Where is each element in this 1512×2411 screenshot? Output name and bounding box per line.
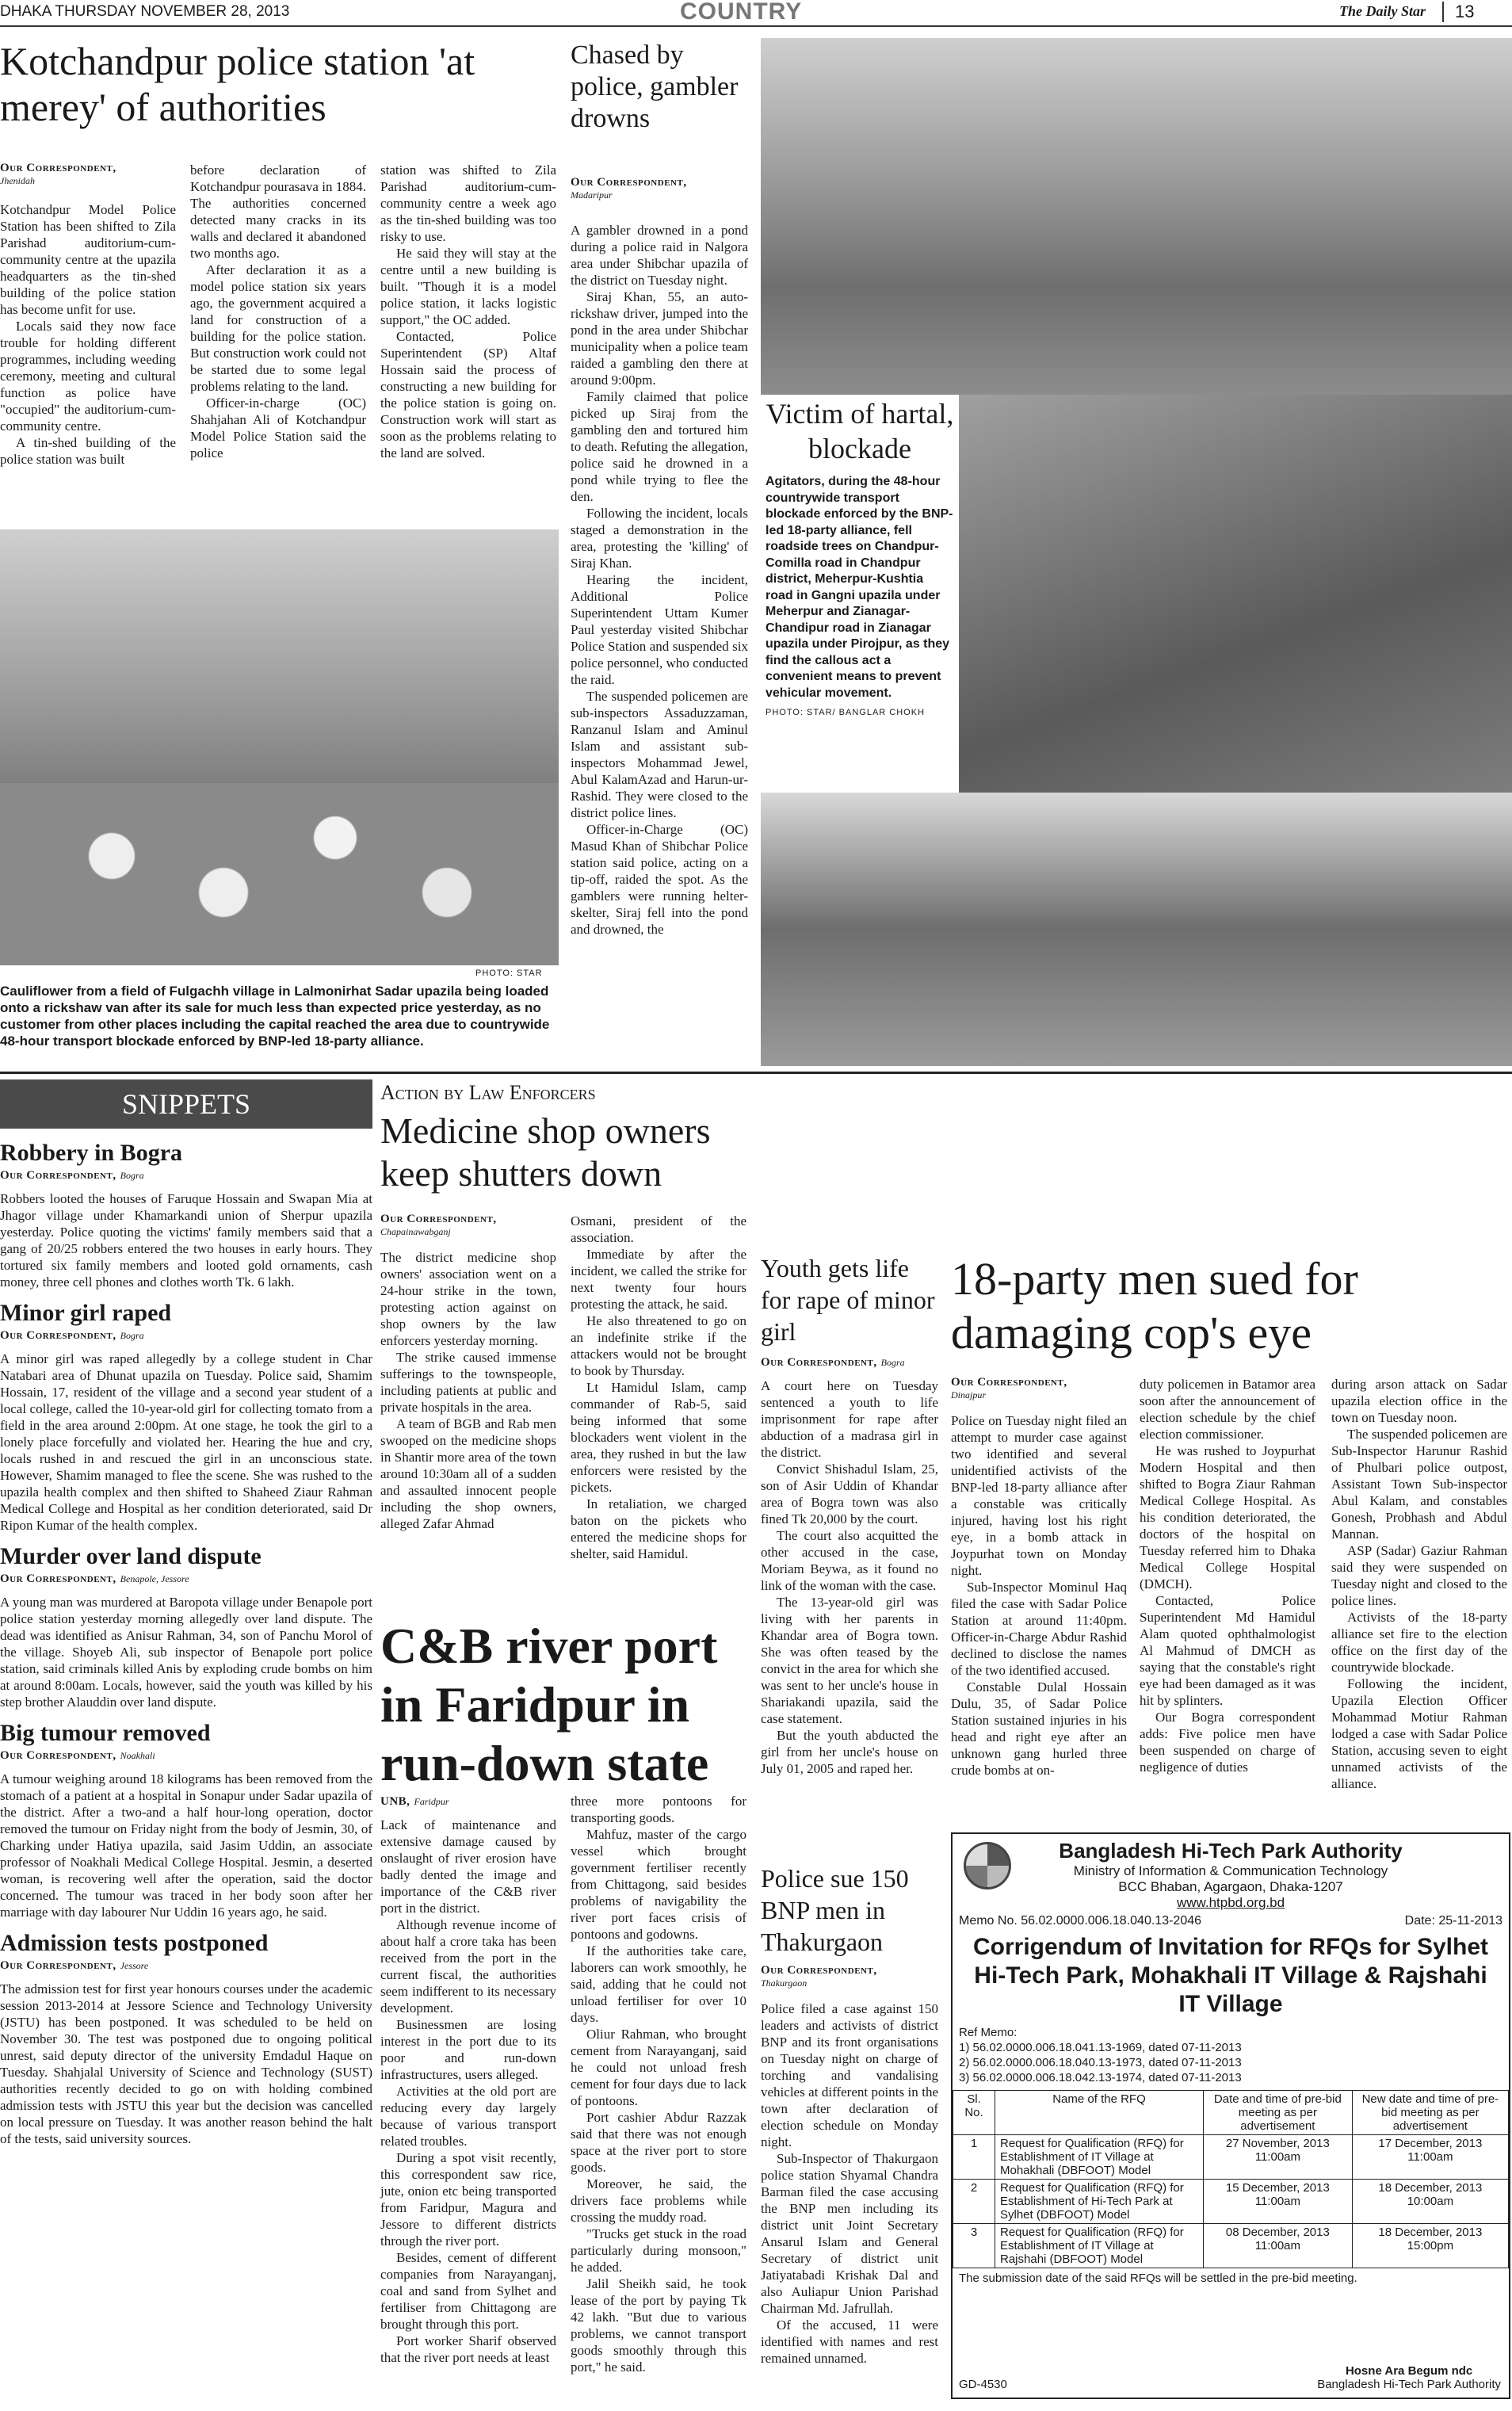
cop-col3: during arson attack on Sadar upazila election office in the town on Tuesday noon. The suspended policemen are Sub-Inspector Harunur Rashid of Phulbari police outpost, Assistant Town Sub-inspector Abul Kalam, and constables Gonesh, Probhash and Abdul Mannan. ASP (Sadar) Gaziur Rahman said they were suspended on Tuesday night and closed to the police lines. Activists of the 18-party alliance set fire to the election office on the first day of the countrywide blockade. Following the incident, Upazila Election Officer Mohammad Motiur Rahman lodged a case with Sadar Police Station, accusing seven to eight unnamed activists of the alliance.	[1331, 1377, 1507, 1791]
hartal-photo-mid	[959, 395, 1512, 793]
snippet-tumour: Big tumour removed Our Correspondent, Noakhali A tumour weighing around 18 kilograms has been removed from the stomach of a patient at a hospital in Sonapur under Sadar upazila of the district. After a two-and a half hour-long operation, doctor removed the tumour on Friday night from the body of Jesmin, 30, of Charking under Hatiya upazila, said Jasim Uddin, an associate professor of Noakhali Medical College Hospital. Jesmin, a deserted woman, is recovering well after the operation, said the doctor concerned. The tumour was traced in her body soon after her marriage with day labourer Nur Uddin 16 years ago, he said.	[0, 1720, 372, 1920]
riverport-headline: C&B river port in Faridpur in run-down state	[380, 1618, 718, 1791]
hartal-photo-bottom	[761, 793, 1512, 1066]
cauliflower-pile	[0, 783, 559, 965]
advert-title: Corrigendum of Invitation for RFQs for Sylhet Hi-Tech Park, Mohakhali IT Village & Rajshahi IT Village	[972, 1934, 1488, 2017]
page-header	[0, 0, 1512, 27]
byline: Our Correspondent,	[0, 162, 116, 174]
snippets-banner: SNIPPETS	[0, 1079, 372, 1129]
youth-body: Our Correspondent, Bogra A court here on Tuesday sentenced a youth to life imprisonment for rape after abduction of a madrasa girl in the district. Convict Shishadul Islam, 25, son of Asir Uddin of Khandar area of Bogra town was also fined Tk 20,000 by the court. The court also acquitted the other accused in the case, Moriam Beywa, as it found no link of the woman with the case. The 13-year-old girl was living with her parents in Khandar area of Bogra town. She was often teased by the convict in the area for which she was sent to her uncle's house in Shariakandi upazila, said the case statement. But the youth abducted the girl from her uncle's house on July 01, 2005 and raped her.	[761, 1356, 938, 1776]
snippet-title: Admission tests postponed	[0, 1930, 269, 1956]
snippet-admission: Admission tests postponed Our Correspondent, Jessore The admission test for first year honours courses under the academic session 2013-2014 at Jessore Science and Technology University (JSTU) has been postponed. It was scheduled to be held on November 30. The test was postponed due to ongoing political unrest, said deputy director of the university Emdadul Haque on Tuesday. Shahjalal University of Science and Technology (SUST) authorities recently decided to go on with holding combined admission tests with JSTU this year but the decision was cancelled on local pressure on Tuesday. It was another reason behind the halt of the tests, said university sources.	[0, 1930, 372, 2146]
htp-logo-icon	[964, 1842, 1011, 1889]
cauliflower-caption: Cauliflower from a field of Fulgachh village in Lalmonirhat Sadar upazila being loaded onto a rickshaw van after its sale for much less than expected price yesterday, as no customer from other places including the capital reached the area due to countrywide 48-hour transport blockade enforced by BNP-led 18-party alliance.	[0, 984, 550, 1049]
table-row: 3 Request for Qualification (RFQ) for Establishment of IT Village at Rajshahi (DBFOOT) Model 08 December, 2013 11:00am 18 December, 2013 15:00pm	[953, 2224, 1509, 2268]
dateline-place: Jhenidah	[0, 175, 35, 186]
kotchandpur-byline-block	[0, 162, 174, 198]
hartal-caption-panel	[761, 395, 959, 793]
photo-credit: PHOTO: STAR	[475, 969, 543, 978]
snippet-title: Minor girl raped	[0, 1300, 172, 1326]
advert-memo: Memo No. 56.02.0000.006.18.040.13-2046	[959, 1914, 1202, 1928]
snippet-title: Big tumour removed	[0, 1720, 211, 1746]
snippet-minor-girl: Minor girl raped Our Correspondent, Bogra A minor girl was raped allegedly by a college student in Char Natabari area of Dhunat upazila on Tuesday. Police said, Shamim Hossain, 17, resident of the village and a second year student of a local college, called the 10-year-old girl for collecting tomato from a field in the area around 2:00pm. At one stage, he took the girl to a lonely place forcefully and violated her. Hearing the hue and cry, locals rushed in and rescued the girl in an unconscious state. However, Shamim managed to flee the scene. She was rushed to the upazila health complex and then shifted to Shaheed Ziaur Rahman Medical College and Hospital as her condition deteriorated, said Dr Ripon Kumar of the health complex.	[0, 1300, 372, 1533]
table-row: 2 Request for Qualification (RFQ) for Establishment of Hi-Tech Park at Sylhet (DBFOOT) Model 15 December, 2013 11:00am 18 December, 2013 10:00am	[953, 2180, 1509, 2224]
section-divider	[0, 1072, 1512, 1074]
dateline: DHAKA THURSDAY NOVEMBER 28, 2013	[0, 3, 290, 20]
photo-credit: PHOTO: STAR/ BANGLAR CHOKH	[766, 708, 926, 717]
rfq-table: Sl. No. Name of the RFQ Date and time of pre-bid meeting as per advertisement New date and time of pre-bid meeting as per advertisement 1 Request for Qualification (RFQ) for Establishment of IT Village at Mohakhali (DBFOOT) Model 27 November, 2013 11:00am 17 December, 2013 11:00am 2 Request for Qualification (RFQ) for Establishment of Hi-Tech Park at Sylhet (DBFOOT) Model 15 December, 2013 11:00am 18 December, 2013 10:00am 3 Request for Qualification (RFQ) for Establishment of IT Village at Rajshahi (DBFOOT) Model 08 December, 2013 11:00am 18 December, 2013 15:00pm	[953, 2090, 1509, 2268]
medicine-kicker: Action by Law Enforcers	[380, 1081, 596, 1104]
kotchandpur-col2: before declaration of Kotchandpur pourasava in 1884. The authorities concerned detected many cracks in its walls and declared it abandoned two months ago. After declaration it as a model police station six years ago, the government acquired a land for construction of a building for the police station. But construction work could not be started due to some legal problems relating to the land. Officer-in-charge (OC) Shahjahan Ali of Kotchandpur Model Police Station said the police	[190, 162, 366, 460]
dateline-place: Madaripur	[571, 189, 613, 201]
riverport-col2: three more pontoons for transporting goods. Mahfuz, master of the cargo vessel which brought government fertiliser recently from Chittagong, said besides problems of navigability the river port faces crisis of pontoons and godowns. If the authorities take care, laborers can work smoothly, he said, adding that he could not unload fertiliser for over 10 days. Oliur Rahman, who brought cement from Narayanganj, said he could not unload fresh cement for four days due to lack of pontoons. Port cashier Abdur Razzak said that there was not enough space at the river port to store goods. Moreover, he said, the drivers face problems while crossing the muddy road. "Trucks get stuck in the road particularly during monsoon," he added. Jalil Sheikh said, he took lease of the port by paying Tk 42 lakh. "But due to various problems, we cannot transport goods smoothly through this port," he said.	[571, 1794, 746, 2375]
section-title: COUNTRY	[680, 0, 803, 25]
byline: Our Correspondent,	[571, 176, 687, 189]
kotchandpur-col1: Kotchandpur Model Police Station has been shifted to Zila Parishad auditorium-cum-community centre at the upazila headquarters as the tin-shed building of the police station has become unfit for use. Locals said they now face trouble for holding different programmes, including weeding ceremony, meeting and cultural function as police have "occupied" the auditorium-cum-community centre. A tin-shed building of the police station was built	[0, 202, 176, 467]
advert-ministry: Ministry of Information & Communication Technology	[1073, 1863, 1388, 1878]
advert-signature: Hosne Ara Begum ndc Bangladesh Hi-Tech Park Authority	[1317, 2364, 1501, 2391]
medicine-col1: Our Correspondent, Chapainawabganj The district medicine shop owners' association went on a 24-hour strike in the town, protesting action against on shop owners by the law enforcers yesterday morning. The strike caused immense sufferings to the townspeople, including patients at public and private hospitals in the area. A team of BGB and Rab men swooped on the medicine shops in Shantir more area of the town around 10:30am all of a sudden and assaulted innocent people including the shop owners, alleged Zafar Ahmad	[380, 1213, 556, 1531]
advert-code: GD-4530	[959, 2378, 1007, 2391]
thakurgaon-headline: Police sue 150 BNP men in Thakurgaon	[761, 1864, 909, 1956]
riverport-col1: UNB, Faridpur Lack of maintenance and extensive damage caused by onslaught of river erosion have badly dented the image and importance of the C&B river port in the district. Although revenue income of about half a crore taka has been received from the port in the current fiscal, the authorities seem indifferent to its necessary development. Businessmen are losing interest in the port due to its poor and run-down infrastructures, users alleged. Activities at the old port are reducing every day largely because of various transport related troubles. During a spot visit recently, this correspondent saw rice, jute, onion etc being transported from Faridpur, Magura and Jessore to different districts through the river port. Besides, cement of different companies from Narayanganj, coal and sand from Sylhet and fertiliser from Chittagong are brought through this port. Port worker Sharif observed that the river port needs at least	[380, 1795, 556, 2365]
snippet-title: Robbery in Bogra	[0, 1140, 183, 1166]
hitech-park-advert	[951, 1832, 1510, 2399]
kotchandpur-headline: Kotchandpur police station 'at merey' of authorities	[0, 39, 475, 129]
advert-date: Date: 25-11-2013	[1404, 1914, 1502, 1928]
advert-org: Bangladesh Hi-Tech Park Authority	[1059, 1839, 1403, 1863]
gambler-body: A gambler drowned in a pond during a police raid in Nalgora area under Shibchar upazila of the district on Tuesday night. Siraj Khan, 55, an auto-rickshaw driver, jumped into the pond in the area under Shibchar municipality when a police team raided a gambling den there at around 9:00pm. Family claimed that police picked up Siraj from the gambling den and tortured him to death. Refuting the allegation, police said he drowned in a pond while trying to flee the den. Following the incident, locals staged a demonstration in the area, protesting the 'killing' of Siraj Khan. Hearing the incident, Additional Police Superintendent Uttam Kumer Paul yesterday visited Shibchar Police Station and suspended six police personnel, who conducted the raid. The suspended policemen are sub-inspectors Assaduzzaman, Ranzanul Islam and Aminul Islam and assistant sub-inspectors Mohammad Jewel, Abul KalamAzad and Harun-ur-Rashid. They were closed to the district police lines. Officer-in-Charge (OC) Masud Khan of Shibchar Police station said police, acting on a tip-off, raided the spot. As the gamblers were running helter-skelter, Siraj fell into the pond and drowned, the	[571, 223, 748, 937]
hartal-photo-top	[761, 38, 1512, 395]
youth-headline: Youth gets life for rape of minor girl	[761, 1254, 935, 1346]
advert-address: BCC Bhaban, Agargaon, Dhaka-1207	[1118, 1879, 1343, 1894]
gambler-headline: Chased by police, gambler drowns	[571, 40, 739, 133]
masthead-logo: The Daily Star	[1339, 3, 1426, 19]
snippet-robbery: Robbery in Bogra Our Correspondent, Bogra Robbers looted the houses of Faruque Hossain and Swapan Mia at Jhagor village under Khamarkandi union of Sherpur upazila yesterday. Police quoting the victims' family members said that a gang of 20/25 robbers entered the two houses in early hours. They tortured six family members and looted gold ornaments, cash money, three cell phones and clothes worth Tk. 6 lakh.	[0, 1140, 372, 1290]
page-number: 13	[1442, 2, 1474, 22]
medicine-headline: Medicine shop owners keep shutters down	[380, 1110, 711, 1194]
snippet-murder: Murder over land dispute Our Correspondent, Benapole, Jessore A young man was murdered at Baropota village under Benapole port police station yesterday morning allegedly over land dispute. The dead was identified as Anisur Rahman, 34, son of Panchu Morol of the village. Shoyeb Ali, sub inspector of Benapole port police station, said criminals killed Anis by exploding crude bombs on him at around 8:00am. Locals, however, said the youth was killed by his step brother Alauddin over land dispute.	[0, 1543, 372, 1710]
table-row: 1 Request for Qualification (RFQ) for Establishment of IT Village at Mohakhali (DBFOOT) Model 27 November, 2013 11:00am 17 December, 2013 11:00am	[953, 2135, 1509, 2180]
cauliflower-photo	[0, 529, 559, 965]
gambler-byline-block	[571, 176, 753, 212]
medicine-col2: Osmani, president of the association. Immediate by after the incident, we called the strike for next twenty four hours protesting the attack, he said. He also threatened to go on an indefinite strike if the attackers would not be brought to book by Thursday. Lt Hamidul Islam, camp commander of Rab-5, said being informed that some blockaders went violent in the area, they rushed in but the law enforcers were resisted by the pickets. In retaliation, we charged baton on the pickets who entered the medicine shops for shelter, said Hamidul.	[571, 1213, 746, 1561]
cop-col1: Our Correspondent, Dinajpur Police on Tuesday night filed an attempt to murder case against two identified and several unidentified activists of the BNP-led 18-party alliance after a constable was critically injured, having lost his right eye, in a bomb attack in Joypurhat town on Monday night. Sub-Inspector Mominul Haq filed the case with Sadar Police Station at around 11:40pm. Officer-in-Charge Abdur Rashid declined to disclose the names of the two identified accused. Constable Dulal Hossain Dulu, 35, of Sadar Police Station sustained injuries in his head and right eye after an unknown gang hurled three crude bombs at on-	[951, 1376, 1127, 1778]
hartal-title: Victim of hartal, blockade	[766, 398, 954, 464]
cop-headline: 18-party men sued for damaging cop's eye	[951, 1253, 1358, 1358]
snippet-title: Murder over land dispute	[0, 1543, 262, 1569]
thakurgaon-body: Our Correspondent, Thakurgaon Police filed a case against 150 leaders and activists of district BNP and its front organisations on Tuesday night on charge of torching and vandalising vehicles at different points in the town after declaration of election schedule on Monday night. Sub-Inspector of Thakurgaon police station Shyamal Chandra Barman filed the case accusing the BNP men including its district unit Joint Secretary Ansarul Islam and General Secretary of district unit Jatiyatabadi Krishak Dal and also Auliapur Union Parishad Chairman Md. Jafrullah. Of the accused, 11 were identified with names and rest remained unnamed.	[761, 1964, 938, 2366]
snippets-column	[0, 1079, 372, 2157]
kotchandpur-col3: station was shifted to Zila Parishad auditorium-cum-community centre a week ago as the tin-shed building was too risky to use. He said they will stay at the centre until a new building is built. "Though it is a model police station, it lacks logistic support," the OC added. Contacted, Police Superintendent (SP) Altaf Hossain said the process of constructing a new building for the police station is going on. Construction work will start as soon as the problems relating to the land are solved.	[380, 162, 556, 460]
cop-col2: duty policemen in Batamor area soon after the announcement of election schedule by the chief election commissioner. He was rushed to Joypurhat Modern Hospital and then shifted to Bogra Ziaur Rahman Medical College Hospital. As his condition deteriorated, the doctors of the hospital on Tuesday referred him to Dhaka Medical College Hospital (DMCH). Contacted, Police Superintendent Md Hamidul Alam quoted ophthalmologist Al Mahmud of DMCH as saying that the constable's right eye had been damaged as it was hit by splinters. Our Bogra correspondent adds: Five police men have been suspended on charge of negligence of duties	[1140, 1377, 1315, 1775]
hartal-caption: Agitators, during the 48-hour countrywide transport blockade enforced by the BNP-led 18-party alliance, fell roadside trees on Chandpur-Comilla road in Chandpur district, Meherpur-Kushtia road in Gangni upazila under Meherpur and Zianagar-Chandipur road in Zianagar upazila under Pirojpur, as they find the callous act a convenient means to prevent vehicular movement.	[766, 475, 953, 700]
advert-note: The submission date of the said RFQs will be settled in the pre-bid meeting.	[959, 2272, 1357, 2285]
advert-refs: Ref Memo: 1) 56.02.0000.006.18.041.13-1969, dated 07-11-2013 2) 56.02.0000.006.18.040.13-1973, dated 07-11-2013 3) 56.02.0000.006.18.042.13-1974, dated 07-11-2013	[959, 2026, 1242, 2084]
advert-website[interactable]: www.htpbd.org.bd	[1176, 1895, 1285, 1910]
